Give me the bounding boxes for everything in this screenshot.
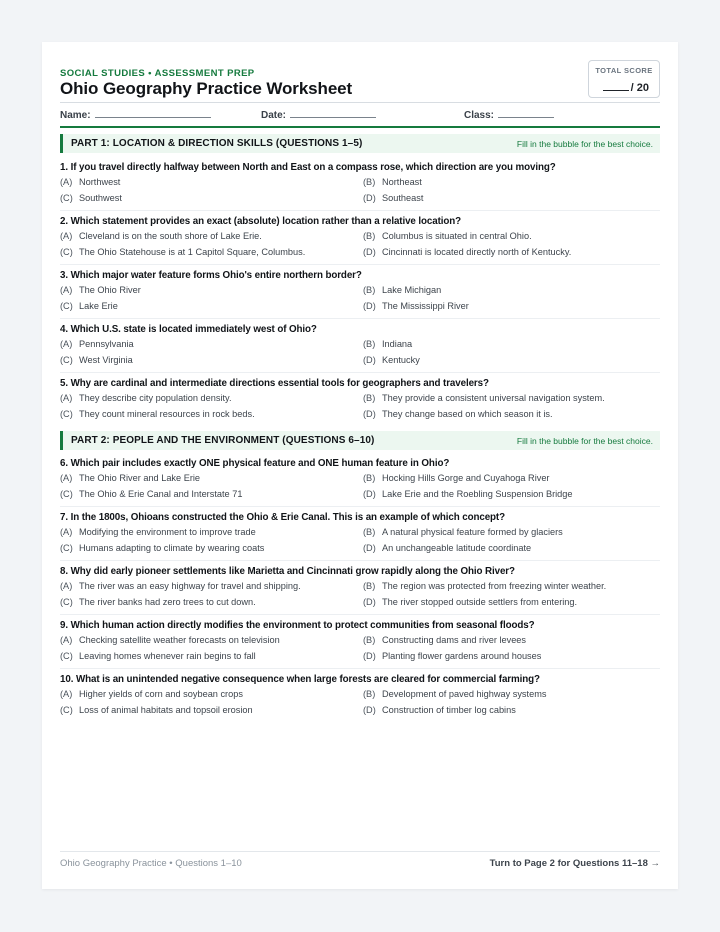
option-c[interactable]: [60, 651, 256, 661]
option-b[interactable]: [363, 393, 605, 403]
option-text: Modifying the environment to improve trade: [79, 527, 256, 537]
option-a[interactable]: [60, 393, 232, 403]
option-a[interactable]: [60, 177, 120, 187]
question-text: 3. Which major water feature forms Ohio's entire northern border?: [60, 270, 362, 281]
option-text: The river banks had zero trees to cut down.: [79, 597, 256, 607]
question-divider: [60, 210, 660, 211]
worksheet-content: [60, 42, 660, 889]
option-letter: (B): [363, 635, 376, 645]
option-letter: (A): [60, 339, 73, 349]
option-b[interactable]: [363, 473, 550, 483]
option-a[interactable]: [60, 527, 256, 537]
option-text: Lake Erie: [79, 301, 118, 311]
option-text: The region was protected from freezing winter weather.: [382, 581, 607, 591]
option-text: Hocking Hills Gorge and Cuyahoga River: [382, 473, 550, 483]
subject-eyebrow: SOCIAL STUDIES • ASSESSMENT PREP: [60, 68, 255, 79]
option-text: Columbus is situated in central Ohio.: [382, 231, 532, 241]
total-score-value: [603, 80, 649, 94]
option-letter: (D): [363, 301, 376, 311]
option-letter: (D): [363, 193, 376, 203]
option-letter: (B): [363, 527, 376, 537]
score-total-text: / 20: [630, 82, 649, 94]
option-letter: (B): [363, 285, 376, 295]
option-letter: (B): [363, 689, 376, 699]
option-letter: (A): [60, 177, 73, 187]
option-a[interactable]: [60, 473, 200, 483]
option-letter: (D): [363, 247, 376, 257]
option-letter: (C): [60, 651, 73, 661]
option-letter: (B): [363, 231, 376, 241]
option-text: The Ohio & Erie Canal and Interstate 71: [79, 489, 243, 499]
option-text: Pennsylvania: [79, 339, 134, 349]
option-text: They provide a consistent universal navigation system.: [382, 393, 605, 403]
question-divider: [60, 614, 660, 615]
option-b[interactable]: [363, 231, 532, 241]
option-text: Kentucky: [382, 355, 420, 365]
date-label: Date:: [261, 110, 287, 121]
option-b[interactable]: [363, 635, 526, 645]
question-text: 8. Why did early pioneer settlements like Marietta and Cincinnati grow rapidly along the Ohio River?: [60, 566, 515, 577]
header-divider: [60, 102, 660, 103]
option-d[interactable]: [363, 489, 573, 499]
part-1-header: [60, 134, 660, 153]
option-letter: (D): [363, 651, 376, 661]
question-text: 10. What is an unintended negative consequence when large forests are cleared for commercial farming?: [60, 674, 540, 685]
question-text: 7. In the 1800s, Ohioans constructed the Ohio & Erie Canal. This is an example of which concept?: [60, 512, 505, 523]
option-letter: (C): [60, 409, 73, 419]
footer-divider: [60, 851, 660, 852]
option-c[interactable]: [60, 489, 242, 499]
option-letter: (C): [60, 489, 73, 499]
option-text: Checking satellite weather forecasts on television: [79, 635, 280, 645]
question-divider: [60, 372, 660, 373]
worksheet-page: [42, 42, 678, 889]
option-b[interactable]: [363, 339, 412, 349]
option-d[interactable]: [363, 705, 516, 715]
date-field: [261, 108, 376, 121]
option-text: The Ohio River: [79, 285, 141, 295]
option-b[interactable]: [363, 285, 441, 295]
option-d[interactable]: [363, 409, 553, 419]
option-letter: (A): [60, 527, 73, 537]
option-text: They change based on which season it is.: [382, 409, 553, 419]
option-d[interactable]: [363, 247, 571, 257]
option-text: Northeast: [382, 177, 422, 187]
question-divider: [60, 668, 660, 669]
option-text: The Ohio Statehouse is at 1 Capitol Square, Columbus.: [79, 247, 306, 257]
option-letter: (D): [363, 355, 376, 365]
option-text: The Mississippi River: [382, 301, 469, 311]
option-letter: (A): [60, 689, 73, 699]
option-c[interactable]: [60, 301, 118, 311]
class-field: [464, 108, 554, 121]
option-letter: (C): [60, 597, 73, 607]
option-text: Cleveland is on the south shore of Lake Erie.: [79, 231, 262, 241]
name-label: Name:: [60, 110, 91, 121]
option-a[interactable]: [60, 231, 262, 241]
option-letter: (C): [60, 193, 73, 203]
question-text: 4. Which U.S. state is located immediately west of Ohio?: [60, 324, 317, 335]
option-letter: (B): [363, 393, 376, 403]
option-text: Loss of animal habitats and topsoil erosion: [79, 705, 253, 715]
class-label: Class:: [464, 110, 495, 121]
option-letter: (D): [363, 409, 376, 419]
question-text: 5. Why are cardinal and intermediate directions essential tools for geographers and travelers?: [60, 378, 489, 389]
option-text: Lake Erie and the Roebling Suspension Bridge: [382, 489, 573, 499]
option-b[interactable]: [363, 527, 563, 537]
part-2-title: PART 2: PEOPLE AND THE ENVIRONMENT (QUESTIONS 6–10): [71, 435, 375, 446]
option-text: An unchangeable latitude coordinate: [382, 543, 532, 553]
option-d[interactable]: [363, 193, 423, 203]
option-text: A natural physical feature formed by glaciers: [382, 527, 563, 537]
total-score-label: TOTAL SCORE: [595, 66, 653, 75]
next-page-link[interactable]: Turn to Page 2 for Questions 11–18 →: [489, 858, 660, 869]
class-input-line[interactable]: [498, 108, 554, 118]
option-b[interactable]: [363, 581, 606, 591]
option-c[interactable]: [60, 705, 253, 715]
option-d[interactable]: [363, 301, 469, 311]
option-text: Southeast: [382, 193, 424, 203]
name-input-line[interactable]: [95, 108, 211, 118]
option-letter: (A): [60, 581, 73, 591]
option-letter: (B): [363, 473, 376, 483]
option-b[interactable]: [363, 177, 422, 187]
option-text: Humans adapting to climate by wearing coats: [79, 543, 265, 553]
part-2-header: [60, 431, 660, 450]
question-divider: [60, 318, 660, 319]
score-blank[interactable]: [603, 80, 629, 91]
option-letter: (C): [60, 247, 73, 257]
option-text: Southwest: [79, 193, 122, 203]
option-letter: (B): [363, 177, 376, 187]
student-info-fields: [60, 108, 660, 122]
option-text: The river was an easy highway for travel and shipping.: [79, 581, 301, 591]
question-divider: [60, 560, 660, 561]
option-text: Lake Michigan: [382, 285, 442, 295]
part-2-hint: Fill in the bubble for the best choice.: [516, 436, 653, 446]
option-d[interactable]: [363, 355, 420, 365]
option-letter: (A): [60, 635, 73, 645]
option-letter: (C): [60, 705, 73, 715]
option-text: Northwest: [79, 177, 121, 187]
option-text: Constructing dams and river levees: [382, 635, 527, 645]
option-letter: (A): [60, 393, 73, 403]
question-divider: [60, 506, 660, 507]
footer-label: Ohio Geography Practice • Questions 1–10: [60, 858, 242, 869]
option-letter: (B): [363, 581, 376, 591]
option-letter: (A): [60, 285, 73, 295]
option-letter: (D): [363, 489, 376, 499]
option-text: Higher yields of corn and soybean crops: [79, 689, 243, 699]
option-text: Cincinnati is located directly north of Kentucky.: [382, 247, 572, 257]
page-title: Ohio Geography Practice Worksheet: [60, 79, 353, 98]
question-text: 9. Which human action directly modifies the environment to protect communities from seasonal floods?: [60, 620, 535, 631]
option-letter: (B): [363, 339, 376, 349]
option-c[interactable]: [60, 543, 264, 553]
option-d[interactable]: [363, 543, 531, 553]
option-a[interactable]: [60, 285, 141, 295]
option-letter: (A): [60, 473, 73, 483]
option-c[interactable]: [60, 247, 305, 257]
part-1-title: PART 1: LOCATION & DIRECTION SKILLS (QUESTIONS 1–5): [71, 138, 363, 149]
option-a[interactable]: [60, 339, 134, 349]
option-a[interactable]: [60, 689, 243, 699]
option-a[interactable]: [60, 635, 280, 645]
option-d[interactable]: [363, 651, 541, 661]
option-text: They describe city population density.: [79, 393, 232, 403]
option-text: Leaving homes whenever rain begins to fall: [79, 651, 256, 661]
total-score-box: [588, 60, 660, 98]
option-text: The Ohio River and Lake Erie: [79, 473, 201, 483]
question-text: 6. Which pair includes exactly ONE physical feature and ONE human feature in Ohio?: [60, 458, 450, 469]
option-letter: (D): [363, 705, 376, 715]
option-text: West Virginia: [79, 355, 133, 365]
option-b[interactable]: [363, 689, 546, 699]
question-text: 1. If you travel directly halfway between North and East on a compass rose, which direction are you moving?: [60, 162, 556, 173]
option-letter: (D): [363, 543, 376, 553]
option-c[interactable]: [60, 355, 133, 365]
name-field: [60, 108, 211, 121]
option-text: Construction of timber log cabins: [382, 705, 516, 715]
option-letter: (D): [363, 597, 376, 607]
date-input-line[interactable]: [290, 108, 376, 118]
option-c[interactable]: [60, 597, 256, 607]
accent-divider: [60, 126, 660, 128]
option-letter: (A): [60, 231, 73, 241]
question-text: 2. Which statement provides an exact (absolute) location rather than a relative location?: [60, 216, 462, 227]
option-text: Indiana: [382, 339, 413, 349]
option-text: Development of paved highway systems: [382, 689, 547, 699]
option-letter: (C): [60, 301, 73, 311]
option-letter: (C): [60, 543, 73, 553]
option-text: The river stopped outside settlers from entering.: [382, 597, 578, 607]
option-text: Planting flower gardens around houses: [382, 651, 542, 661]
option-d[interactable]: [363, 597, 577, 607]
option-letter: (C): [60, 355, 73, 365]
question-divider: [60, 264, 660, 265]
part-1-hint: Fill in the bubble for the best choice.: [516, 139, 653, 149]
option-c[interactable]: [60, 193, 122, 203]
option-text: They count mineral resources in rock beds.: [79, 409, 255, 419]
option-a[interactable]: [60, 581, 301, 591]
option-c[interactable]: [60, 409, 255, 419]
